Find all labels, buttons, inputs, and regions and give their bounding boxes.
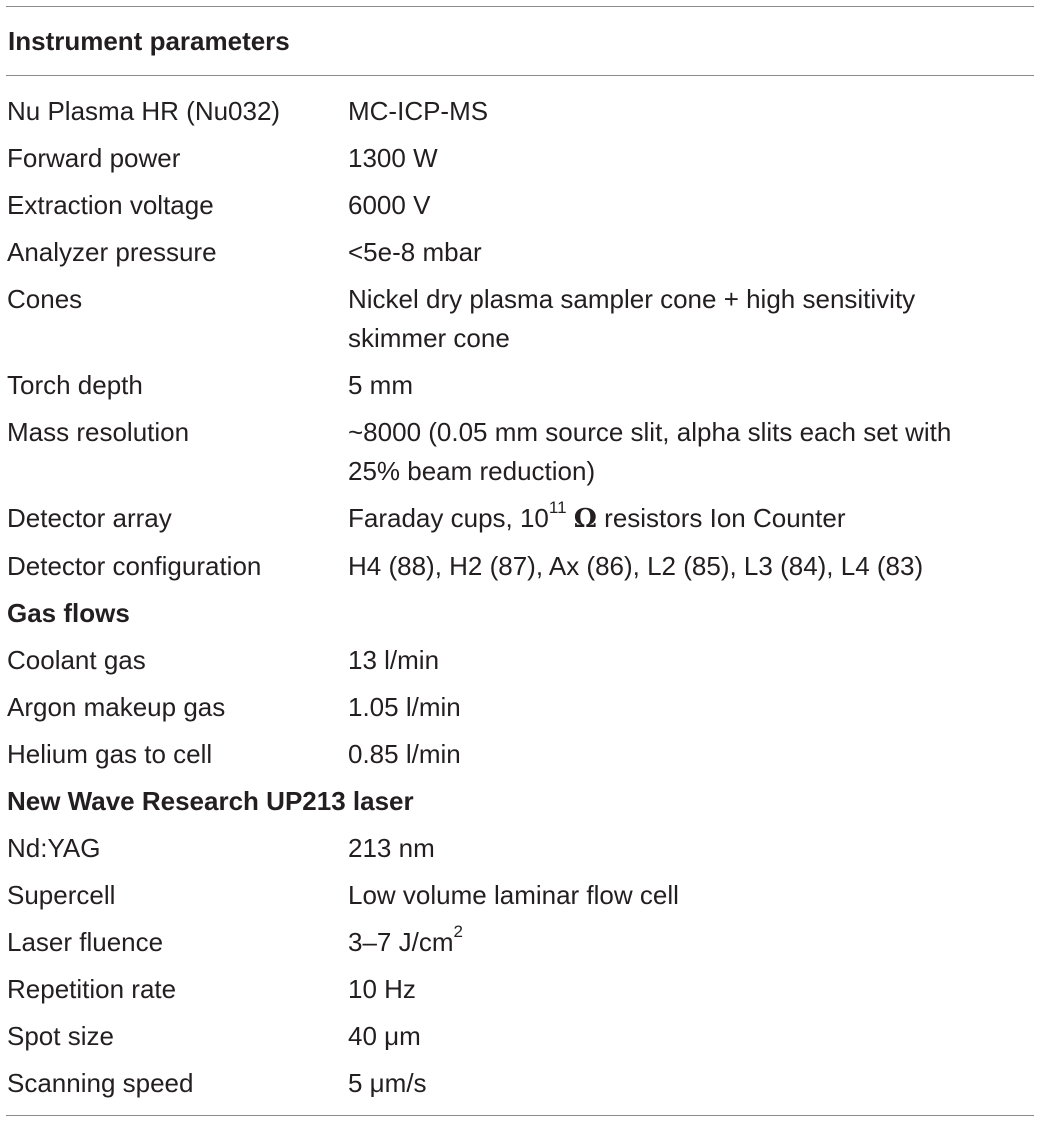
param-value: 5 mm [348,370,413,400]
param-value: Nickel dry plasma sampler cone + high sensitivity skimmer cone [348,284,916,353]
param-label: Supercell [7,880,116,910]
value-text: resistors Ion Counter [596,503,846,533]
table-header: Instrument parameters [8,25,290,56]
param-value: Low volume laminar flow cell [348,880,679,910]
param-value: 1300 W [348,143,438,173]
table-row [6,825,1040,872]
omega-symbol: Ω [573,504,597,534]
table-row [6,182,1040,229]
param-label: Extraction voltage [7,190,214,220]
value-text: Faraday cups, 10 [348,503,549,533]
param-label: Cones [7,284,83,314]
param-value: 10 Hz [348,974,416,1004]
table-row [6,409,1040,495]
table-row [6,135,1040,182]
table-row [6,88,1040,135]
table-row [6,1060,1040,1107]
param-label: Repetition rate [7,974,177,1004]
param-label: Detector configuration [7,551,262,581]
section-heading-laser: New Wave Research UP213 laser [7,786,414,816]
param-value: <5e-8 mbar [348,237,482,267]
param-label: Forward power [7,143,181,173]
table-body [6,76,1040,1107]
param-label: Nu Plasma HR (Nu032) [7,96,281,126]
table-row [6,684,1040,731]
table-row [6,919,1040,966]
param-label: Argon makeup gas [7,692,226,722]
table-row [6,637,1040,684]
superscript: 11 [548,498,567,517]
param-label: Scanning speed [7,1068,194,1098]
table-row [6,276,1040,362]
parameters-table [6,6,1040,1116]
param-value [348,499,1040,539]
param-label: Coolant gas [7,645,146,675]
param-value: 1.05 l/min [348,692,461,722]
table-row [6,872,1040,919]
table-row [6,229,1040,276]
param-value: 13 l/min [348,645,440,675]
param-value: MC-ICP-MS [348,96,489,126]
param-label: Analyzer pressure [7,237,217,267]
table-row [6,731,1040,778]
param-value [348,923,1040,962]
bottom-rule [6,1115,1034,1116]
section-heading-gas: Gas flows [7,598,130,628]
param-label: Detector array [7,503,172,533]
param-value: ~8000 (0.05 mm source slit, alpha slits each set with 25% beam reduction) [348,417,952,486]
param-label: Nd:YAG [7,833,101,863]
superscript: 2 [453,922,463,941]
table-row [6,1013,1040,1060]
param-value: 6000 V [348,190,431,220]
table-row [6,966,1040,1013]
param-value: 40 μm [348,1021,421,1051]
param-label: Torch depth [7,370,143,400]
param-value: 213 nm [348,833,435,863]
param-label: Spot size [7,1021,114,1051]
param-label: Laser fluence [7,927,164,957]
table-row [6,362,1040,409]
param-label: Helium gas to cell [7,739,213,769]
param-value: 0.85 l/min [348,739,461,769]
value-text: 3–7 J/cm [348,927,454,957]
param-value: 5 μm/s [348,1068,427,1098]
table-row [6,543,1040,590]
param-value: H4 (88), H2 (87), Ax (86), L2 (85), L3 (84), L4 (83) [348,551,924,581]
table-row [6,495,1040,543]
param-label: Mass resolution [7,417,190,447]
